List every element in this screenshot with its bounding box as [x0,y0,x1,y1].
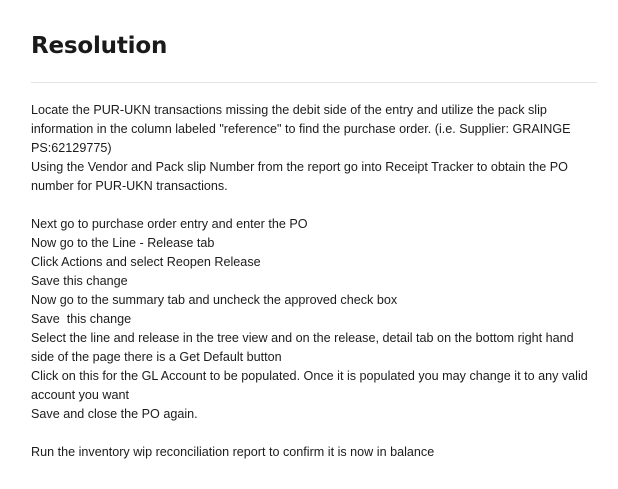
paragraph-gap [31,424,597,443]
instruction-step: Save this change [31,312,132,326]
instruction-final-step: Run the inventory wip reconciliation report to confirm it is now in balance [31,445,435,459]
instruction-step: Click Actions and select Reopen Release [31,255,261,269]
resolution-body [31,101,597,462]
instruction-paragraph: Using the Vendor and Pack slip Number from the report go into Receipt Tracker to obtain the PO number for PUR-UKN transactions. [31,160,568,193]
instruction-paragraph: Locate the PUR-UKN transactions missing the debit side of the entry and utilize the pack slip information in the column labeled "reference" to find the purchase order. (i.e. Supplier: GRAINGE PS:62129775) [31,103,571,155]
instruction-step: Next go to purchase order entry and enter the PO [31,217,308,231]
page-title: Resolution [31,33,168,59]
instruction-step: Save and close the PO again. [31,407,198,421]
paragraph-gap [31,196,597,215]
instruction-step: Now go to the Line - Release tab [31,236,215,250]
instruction-step: Click on this for the GL Account to be populated. Once it is populated you may change it to any valid account you want [31,369,588,402]
instruction-step: Now go to the summary tab and uncheck the approved check box [31,293,398,307]
instruction-step: Save this change [31,274,128,288]
title-divider [31,82,597,83]
instruction-step: Select the line and release in the tree view and on the release, detail tab on the bottom right hand side of the page there is a Get Default button [31,331,574,364]
resolution-article [31,0,597,462]
